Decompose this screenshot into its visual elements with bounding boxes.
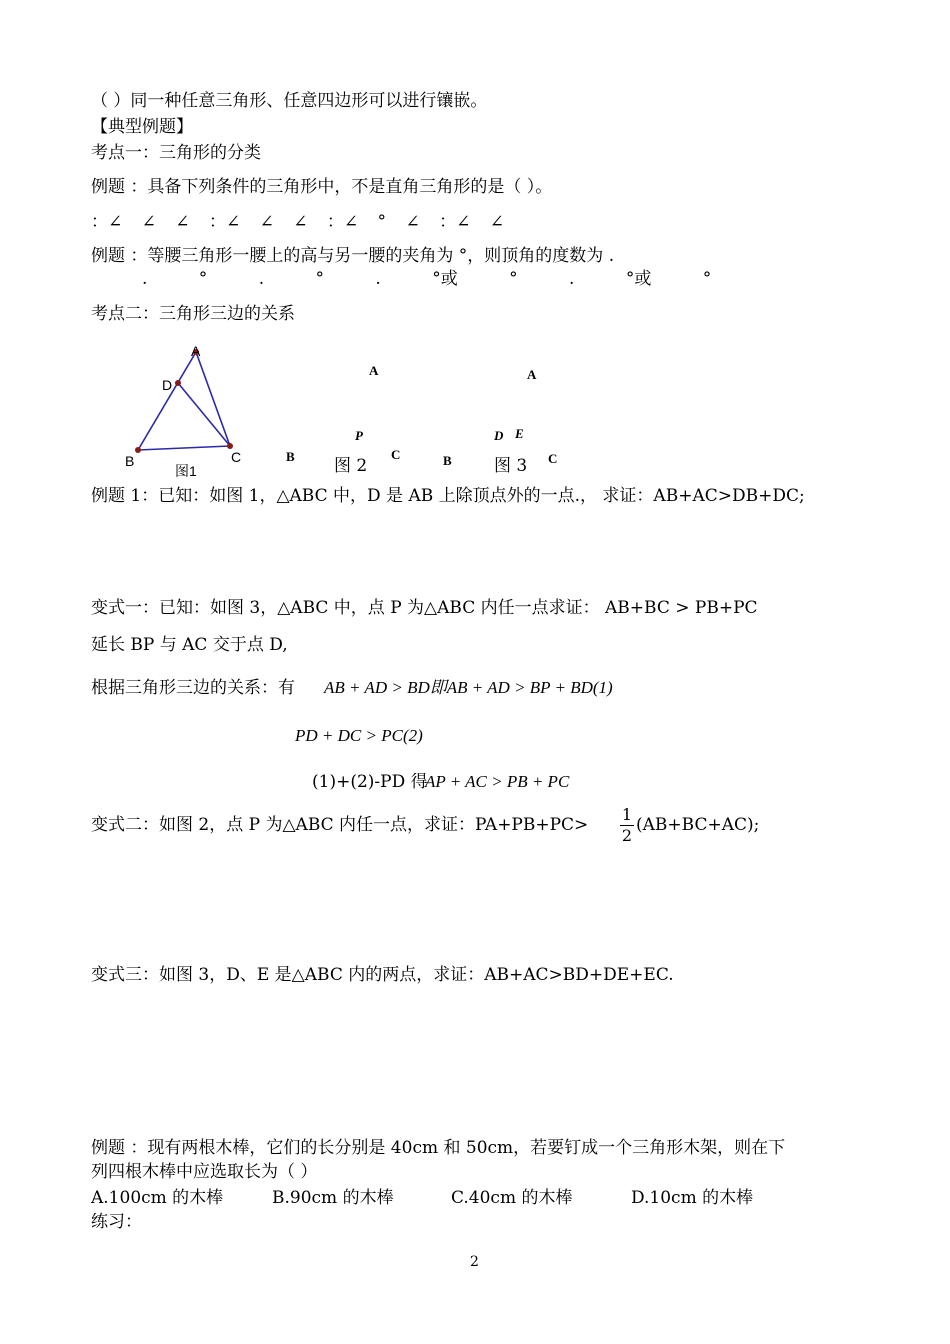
fig3-label-b: B bbox=[443, 453, 452, 468]
page-number: 2 bbox=[470, 1254, 479, 1270]
variant-1-step-2-text: 根据三角形三边的关系：有 bbox=[91, 678, 295, 698]
fig3-label-e: E bbox=[515, 426, 524, 441]
fig2-caption: 图 2 bbox=[334, 456, 368, 476]
fraction-denominator: 2 bbox=[621, 826, 633, 845]
fig3-label-c: C bbox=[548, 451, 558, 466]
options-line: ：∠ ∠ ∠ ：∠ ∠ ∠ ：∠ ° ∠ ：∠ ∠ bbox=[91, 212, 504, 232]
fig1-label-d: D bbox=[162, 377, 173, 393]
figure-1-triangle bbox=[118, 338, 248, 478]
fig3-label-d: D bbox=[494, 428, 504, 443]
variant-1: 变式一：已知：如图 3，△ABC 中，点 P 为△ABC 内任一点求证： AB+BC > PB+PC bbox=[91, 598, 758, 618]
fig3-label-a: A bbox=[527, 367, 537, 382]
option-b: B.90cm 的木棒 bbox=[272, 1188, 394, 1208]
variant-2-tail: (AB+BC+AC); bbox=[636, 815, 760, 835]
option-a: A.100cm 的木棒 bbox=[91, 1188, 224, 1208]
option-c: C.40cm 的木棒 bbox=[451, 1188, 573, 1208]
fig1-label-a: A bbox=[191, 343, 201, 359]
variant-3: 变式三：如图 3，D、E 是△ABC 内的两点，求证：AB+AC>BD+DE+EC. bbox=[91, 965, 674, 985]
example-1: 例题 1：已知：如图 1，△ABC 中，D 是 AB 上除顶点外的一点.， 求证：AB+AC>DB+DC; bbox=[91, 486, 805, 506]
variant-1-step-1: 延长 BP 与 AC 交于点 D, bbox=[91, 635, 288, 655]
fig2-label-c: C bbox=[391, 447, 401, 462]
options-line-2: . ° . ° . °或 ° . °或 ° bbox=[142, 269, 712, 289]
variant-1-step-4-text: (1)+(2)-PD 得 bbox=[312, 772, 428, 792]
statement-line: （ ）同一种任意三角形、任意四边形可以进行镶嵌。 bbox=[91, 91, 488, 111]
fig2-label-a: A bbox=[369, 363, 379, 378]
fig1-label-c: C bbox=[231, 449, 242, 465]
practice-heading: 练习： bbox=[91, 1212, 142, 1232]
variant-1-step-2-math: AB + AD > BD即AB + AD > BP + BD(1) bbox=[324, 678, 613, 697]
fig1-caption: 图1 bbox=[175, 463, 197, 479]
example-wood-sticks: 例题 ：现有两根木棒，它们的长分别是 40cm 和 50cm，若要钉成一个三角形木架，则在下 bbox=[91, 1138, 786, 1158]
option-d: D.10cm 的木棒 bbox=[631, 1188, 754, 1208]
example-question: 例题 ：具备下列条件的三角形中，不是直角三角形的是（ ）。 bbox=[91, 177, 553, 197]
fraction-numerator: 1 bbox=[621, 805, 633, 824]
topic-two-heading: 考点二：三角形三边的关系 bbox=[91, 304, 295, 324]
fig1-label-b: B bbox=[125, 453, 135, 469]
fig2-label-b: B bbox=[286, 449, 295, 464]
half-fraction bbox=[620, 806, 634, 845]
example-wood-sticks-cont: 列四根木棒中应选取长为（ ） bbox=[91, 1162, 318, 1182]
topic-one-heading: 考点一：三角形的分类 bbox=[91, 143, 261, 163]
fig2-label-p: P bbox=[355, 428, 363, 443]
variant-2: 变式二：如图 2，点 P 为△ABC 内任一点，求证：PA+PB+PC> bbox=[91, 815, 589, 835]
variant-1-step-4-math: AP + AC > PB + PC bbox=[425, 772, 570, 791]
fig3-caption: 图 3 bbox=[494, 456, 528, 476]
example-question-2: 例题 ：等腰三角形一腰上的高与另一腰的夹角为 °，则顶角的度数为 . bbox=[91, 246, 615, 266]
section-heading: 【典型例题】 bbox=[91, 117, 193, 137]
variant-1-step-3-math: PD + DC > PC(2) bbox=[295, 726, 423, 745]
